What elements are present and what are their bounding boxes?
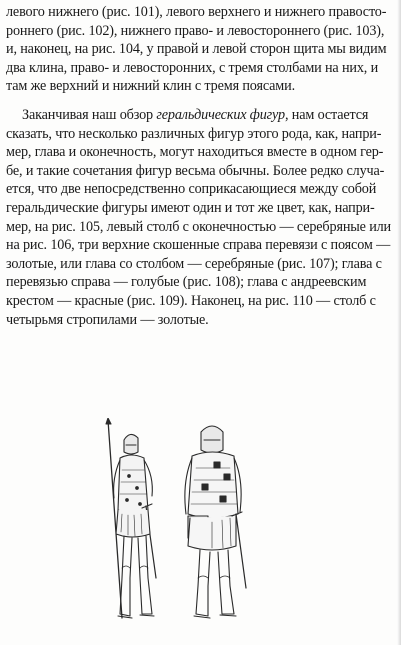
paragraph-1 bbox=[6, 3, 387, 96]
text-line: два клина, право- и левосторонних, с тремя столбами на них, и bbox=[6, 59, 379, 76]
left-knight-figure bbox=[106, 418, 156, 618]
text-line: перевязью справа — голубые (рис. 108); глава с андреевским bbox=[6, 274, 367, 291]
text-line: крестом — красные (рис. 109). Наконец, на рис. 110 — столб с bbox=[6, 292, 376, 309]
right-knight-figure bbox=[185, 426, 246, 618]
text-block bbox=[6, 3, 392, 329]
text-line: мер, глава и оконечность, могут находиться вместе в одном гер- bbox=[6, 144, 384, 161]
paragraph-2 bbox=[6, 106, 392, 329]
text-line-first bbox=[6, 106, 370, 125]
italic-term: геральдических фигур bbox=[156, 106, 285, 123]
text-line: на рис. 106, три верхние скошенные справа перевязи с поясом — bbox=[6, 237, 391, 254]
page-edge-shadow bbox=[397, 0, 401, 645]
text-line: золотые, или глава со столбом — серебряные (рис. 107); глава с bbox=[6, 255, 382, 272]
text-run: , нам остается bbox=[284, 106, 369, 123]
knights-engraving bbox=[96, 418, 266, 638]
text-line: геральдические фигуры имеют один и тот же цвет, как, напри- bbox=[6, 199, 375, 216]
text-line: роннего (рис. 102), нижнего право- и левостороннего (рис. 103), bbox=[6, 22, 385, 39]
paragraph-gap bbox=[6, 96, 370, 106]
text-line: сказать, что несколько различных фигур этого рода, как, напри- bbox=[6, 125, 382, 142]
text-line: бе, и такие сочетания фигур весьма обычны. Более редко случа- bbox=[6, 162, 385, 179]
text-line: и, наконец, на рис. 104, у правой и левой сторон щита мы видим bbox=[6, 41, 387, 58]
text-line: там же верхний и нижний клин с тремя поясами. bbox=[6, 78, 295, 95]
text-line: ется, что две непосредственно соприкасающиеся между собой bbox=[6, 181, 377, 198]
text-line: четырьмя стропилами — золотые. bbox=[6, 311, 209, 328]
text-run: Заканчивая наш обзор bbox=[22, 106, 157, 123]
text-line: мер, на рис. 105, левый столб с оконечностью — серебряные или bbox=[6, 218, 392, 235]
text-line: левого нижнего (рис. 101), левого верхнего и нижнего правосто- bbox=[6, 4, 387, 20]
